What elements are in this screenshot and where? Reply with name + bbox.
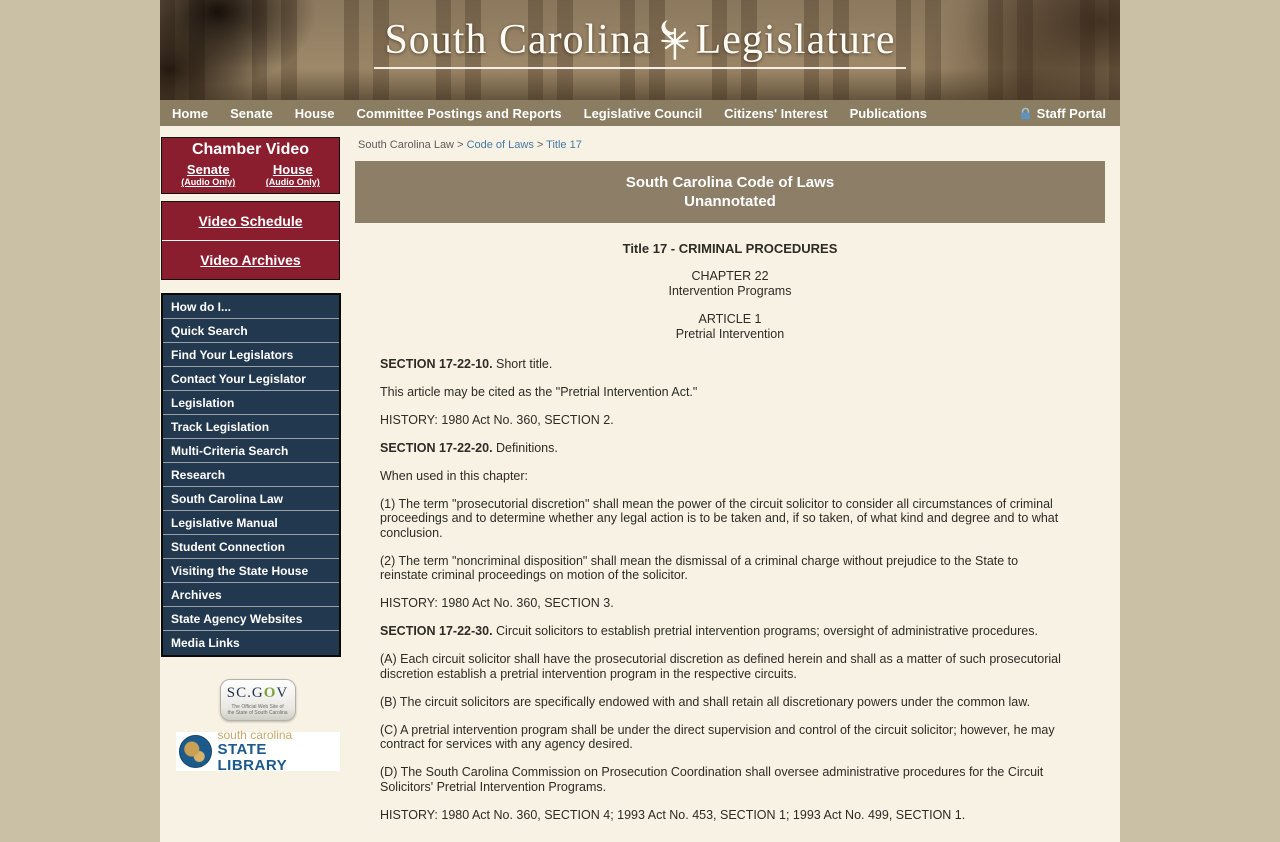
nav-item[interactable]: Publications [849,105,927,121]
paragraph-text: Circuit solicitors to establish pretrial intervention programs; oversight of administrative procedures. [492,624,1038,638]
palmetto-crescent-icon [656,18,692,60]
main-navbar [160,100,1120,126]
sidebar-menu-item[interactable]: State Agency Websites [163,607,339,631]
nav-item[interactable]: Senate [230,105,273,121]
state-library-logo[interactable] [176,728,340,774]
lock-icon [1019,107,1032,120]
video-link[interactable]: Video Schedule [198,213,303,229]
nav-item[interactable]: House [294,105,335,121]
chamber-video-link-label[interactable]: Senate [186,162,230,177]
banner-line2: Unannotated [684,193,776,210]
breadcrumb-root[interactable]: South Carolina Law [358,139,455,151]
chamber-video-title: Chamber Video [191,141,310,158]
law-title: Title 17 - CRIMINAL PROCEDURES [622,241,838,256]
site-wrapper [160,0,1120,842]
paragraph-text: Short title. [492,356,553,371]
sidebar-menu-item[interactable]: South Carolina Law [163,487,339,511]
staff-portal-link[interactable] [1019,106,1106,121]
paragraph-text: Definitions. [492,440,558,455]
article-heading: ARTICLE 1 Pretrial Intervention [675,312,785,341]
video-link[interactable]: Video Archives [162,240,339,279]
nav-item[interactable]: Citizens' Interest [724,105,828,121]
nav-item[interactable]: Committee Postings and Reports [356,105,562,121]
paragraph-text: (2) The term "noncriminal disposition" shall mean the dismissal of a criminal charge without prejudice to the State to reinstate criminal proceedings on motion of the solicitor. [380,553,1019,582]
chamber-video-link-sub[interactable]: (Audio Only) [265,177,320,187]
sidebar-menu-item[interactable]: Find Your Legislators [163,343,339,367]
law-paragraph [380,652,1065,681]
section-number: SECTION 17-22-10. [380,356,493,371]
law-paragraph [380,357,1065,372]
sidebar-menu-item[interactable]: Visiting the State House [163,559,339,583]
law-paragraph [380,765,1065,794]
chamber-video-link-sub[interactable]: (Audio Only) [181,177,236,187]
scgov-logo[interactable] [220,679,296,721]
law-paragraph [380,469,1065,484]
breadcrumb-code-of-laws[interactable]: Code of Laws [466,139,534,151]
breadcrumb-current[interactable]: Title 17 [546,139,582,151]
site-title-right: Legislature [695,17,896,63]
law-paragraphs [355,342,1105,842]
chamber-video-link[interactable] [251,162,336,187]
law-paragraph [380,497,1065,541]
sidebar-menu-item[interactable]: Media Links [163,631,339,655]
site-title [160,16,1120,69]
scgov-tagline: The Official Web Site of the State of South Carolina [227,704,288,716]
paragraph-text: (B) The circuit solicitors are specifically endowed with and shall retain all discretionary powers under the common law. [380,694,1031,709]
paragraph-text: When used in this chapter: [380,468,528,483]
staff-portal-label: Staff Portal [1036,105,1106,121]
section-number: SECTION 17-22-20. [380,440,493,455]
paragraph-text: (1) The term "prosecutorial discretion" shall mean the power of the circuit solicitor to consider all circumstances of criminal proceedings and to determine whether any legal action is to be taken and, if so taken, of what kind and degree and to what conclusion. [380,496,1059,540]
chapter-heading: CHAPTER 22 Intervention Programs [668,269,792,298]
sidebar-menu-item[interactable]: Student Connection [163,535,339,559]
sidebar-menu-item[interactable]: How do I... [163,295,339,319]
chamber-video-box [161,137,340,194]
page-body [160,126,1120,842]
paragraph-text: (A) Each circuit solicitor shall have the prosecutorial discretion as defined herein and shall as a matter of such prosecutorial discretion establish a pretrial intervention program in the respective circuits. [380,652,1061,681]
header-banner-image [160,0,1120,100]
state-library-seal-icon [179,735,212,768]
sidebar-menu-item[interactable]: Research [163,463,339,487]
sidebar-menu-item[interactable]: Legislation [163,391,339,415]
sidebar-menu [161,293,341,657]
sidebar [160,126,355,774]
chamber-video-link[interactable] [166,162,251,187]
paragraph-text: (D) The South Carolina Commission on Prosecution Coordination shall oversee administrative procedures for the Circuit Solicitors' Pretrial Intervention Programs. [380,765,1044,794]
scgov-crescent-o: O [263,685,277,701]
main-content [355,126,1120,842]
site-title-left: South Carolina [384,17,652,63]
nav-item[interactable]: Legislative Council [583,105,703,121]
section-number: SECTION 17-22-30. [380,624,493,638]
law-paragraph [380,596,1065,611]
scgov-logo-text: SC.GOV [226,685,289,701]
law-paragraph [380,624,1065,639]
video-links-box [161,201,340,280]
paragraph-text: HISTORY: 1980 Act No. 360, SECTION 2. [380,412,614,427]
sidebar-menu-item[interactable]: Track Legislation [163,415,339,439]
sidebar-menu-item[interactable]: Quick Search [163,319,339,343]
chamber-video-links [162,159,339,193]
sidebar-menu-item[interactable]: Legislative Manual [163,511,339,535]
code-of-laws-banner [355,161,1105,223]
breadcrumb: South Carolina Law > Code of Laws > Title 17 [358,139,582,151]
law-paragraph [380,723,1065,752]
paragraph-text: (C) A pretrial intervention program shall be under the direct supervision and control of the circuit solicitor; however, he may contract for services with any agency desired. [380,722,1055,751]
law-paragraph [380,554,1065,583]
state-library-text: south carolina STATE LIBRARY [217,728,293,774]
law-paragraph [380,808,1065,823]
paragraph-text: HISTORY: 1980 Act No. 360, SECTION 4; 1993 Act No. 453, SECTION 1; 1993 Act No. 499, SECTION 1. [380,807,966,822]
law-paragraph [380,441,1065,456]
chamber-video-link-label[interactable]: House [272,162,313,177]
nav-items [172,106,927,121]
sidebar-menu-item[interactable]: Multi-Criteria Search [163,439,339,463]
paragraph-text: HISTORY: 1980 Act No. 360, SECTION 3. [380,596,614,610]
law-paragraph [380,695,1065,710]
nav-item[interactable]: Home [172,105,209,121]
law-paragraph [380,385,1065,400]
paragraph-text: This article may be cited as the "Pretrial Intervention Act." [380,384,698,399]
law-paragraph [380,413,1065,428]
banner-line1: South Carolina Code of Laws [625,174,835,191]
sidebar-menu-item[interactable]: Contact Your Legislator [163,367,339,391]
sidebar-menu-item[interactable]: Archives [163,583,339,607]
